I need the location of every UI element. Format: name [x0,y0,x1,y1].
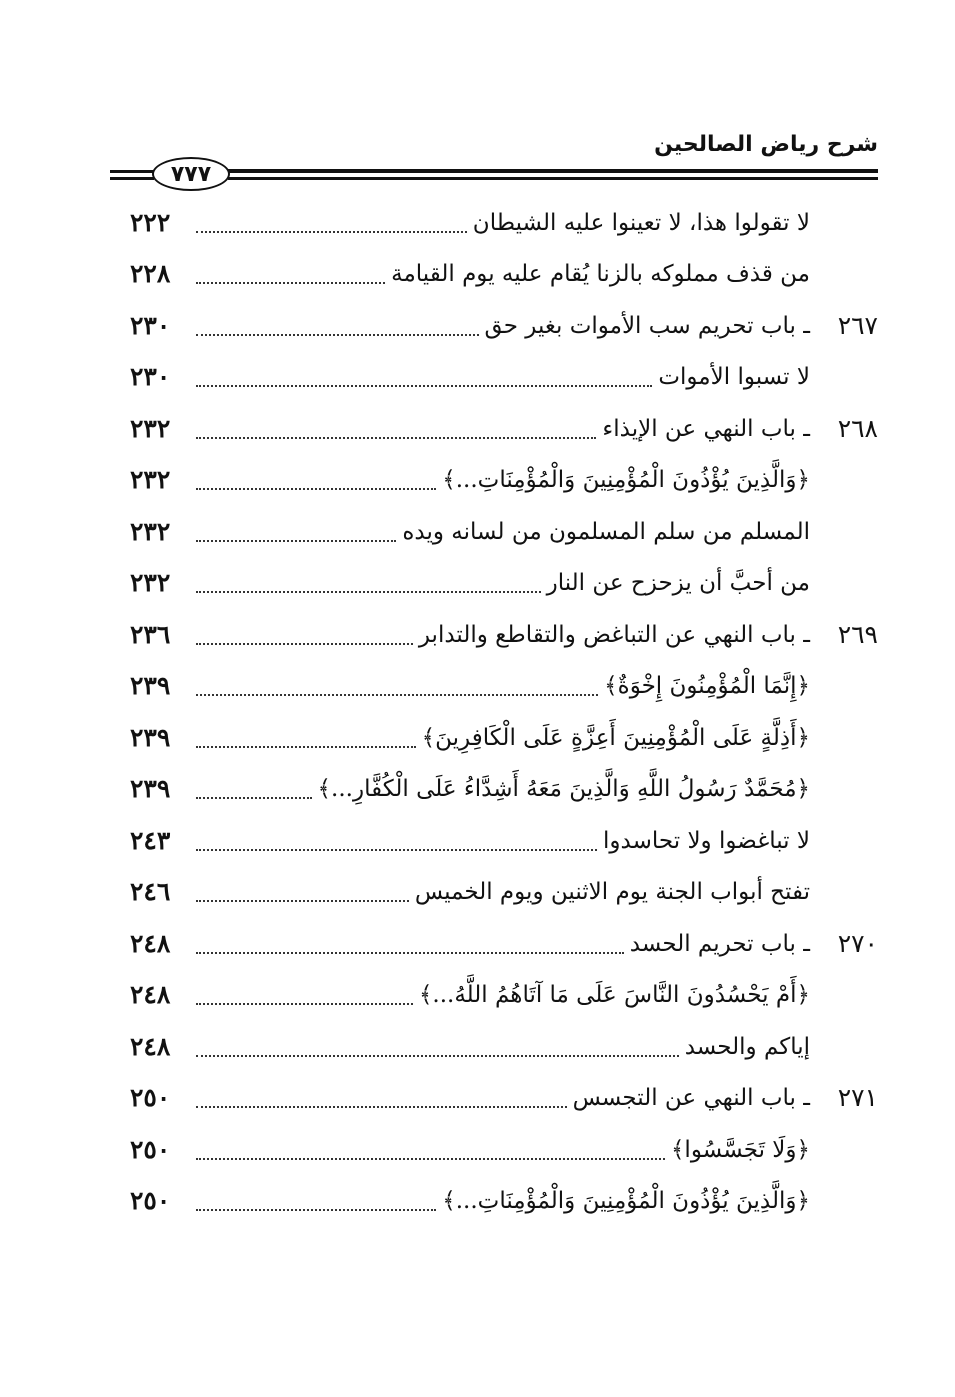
toc-row [130,1071,878,1123]
entry-title: ـ باب النهي عن التباغض والتقاطع والتدابر [418,621,810,648]
table-of-contents [130,195,878,1225]
entry-page: ٢٣٩ [130,671,171,700]
entry-title: من أحبَّ أن يزحزح عن النار [546,570,810,596]
entry-title: ﴿مُحَمَّدٌ رَسُولُ اللَّهِ وَالَّذِينَ مَعَهُ أَشِدَّاءُ عَلَى الْكُفَّارِ...﴾ [317,776,810,802]
toc-row [130,401,878,453]
toc-row [130,298,878,350]
header-rule-left-top [110,170,154,173]
dot-leader [196,591,541,593]
entry-page: ٢٥٠ [130,1186,171,1215]
dot-leader [196,231,467,233]
toc-row [130,710,878,762]
entry-title: لا تسبوا الأموات [658,364,810,390]
chapter-number [810,1219,878,1225]
dot-leader [196,1055,679,1057]
dot-leader [196,849,597,851]
page-header [110,132,878,187]
entry-title: ـ باب تحريم سب الأموات بغير حق [484,312,810,339]
chapter-number: ٢٧٠ [837,928,878,958]
toc-row [130,762,878,814]
entry-page: ٢٢٨ [130,259,171,288]
toc-row [130,556,878,608]
entry-title: ـ باب النهي عن الإيذاء [602,415,810,442]
dot-leader [196,385,652,387]
toc-row [130,247,878,299]
entry-title: تفتح أبواب الجنة يوم الاثنين ويوم الخميس [414,879,810,905]
entry-page: ٢٣٢ [130,568,171,597]
header-rule-thin [228,177,878,180]
dot-leader [196,282,385,284]
chapter-number: ٢٦٧ [837,310,878,340]
entry-title: ـ باب تحريم الحسد [629,930,810,957]
entry-page: ٢٥٠ [130,1134,171,1164]
entry-page: ٢٤٨ [130,928,171,958]
toc-row [130,1122,878,1174]
toc-row [130,1174,878,1226]
dot-leader [196,797,312,799]
dot-leader [196,1209,436,1211]
toc-row [130,195,878,247]
entry-page: ٢٤٨ [130,980,171,1009]
entry-page: ٢٥٠ [130,1083,171,1112]
toc-row [130,968,878,1020]
toc-row [130,607,878,659]
dot-leader [196,540,396,542]
toc-row [130,504,878,556]
header-rule-left-bottom [110,177,154,180]
dot-leader [196,334,479,336]
header-rule-thick [228,169,878,173]
entry-title: ﴿إِنَّمَا الْمُؤْمِنُونَ إِخْوَةٌ﴾ [604,673,810,699]
entry-title: ﴿أَمْ يَحْسُدُونَ النَّاسَ عَلَى مَا آتَاهُمُ اللَّهُ...﴾ [418,982,810,1008]
entry-page: ٢٤٣ [130,825,171,855]
entry-title: ﴿وَلَا تَجَسَّسُوا﴾ [670,1136,810,1163]
dot-leader [196,643,413,645]
dot-leader [196,746,416,748]
entry-title: ﴿وَالَّذِينَ يُؤْذُونَ الْمُؤْمِنِينَ وَالْمُؤْمِنَاتِ...﴾ [442,1188,810,1214]
entry-page: ٢٣٢ [130,516,171,546]
entry-page: ٢٣٩ [130,722,171,752]
dot-leader [196,1106,567,1108]
chapter-number: ٢٧١ [837,1083,878,1112]
entry-title: لا تباغضوا ولا تحاسدوا [603,827,810,854]
entry-title: ﴿أَذِلَّةٍ عَلَى الْمُؤْمِنِينَ أَعِزَّةٍ عَلَى الْكَافِرِينَ﴾ [421,724,810,751]
toc-row [130,1019,878,1071]
entry-page: ٢٣٢ [130,465,171,494]
toc-row [130,865,878,917]
book-title: شرح رياض الصالحين [654,132,878,157]
toc-row [130,916,878,968]
chapter-number: ٢٦٨ [837,413,878,443]
entry-page: ٢٤٨ [130,1031,171,1061]
toc-row [130,813,878,865]
entry-page: ٢٣٠ [130,362,171,391]
dot-leader [196,1003,413,1005]
dot-leader [196,694,598,696]
dot-leader [196,900,409,902]
toc-row [130,350,878,402]
dot-leader [196,488,436,490]
entry-page: ٢٤٦ [130,877,171,906]
entry-title: ﴿وَالَّذِينَ يُؤْذُونَ الْمُؤْمِنِينَ وَالْمُؤْمِنَاتِ...﴾ [442,467,810,493]
entry-title: المسلم من سلم المسلمون من لسانه ويده [402,518,810,545]
dot-leader [196,437,596,439]
toc-row [130,659,878,711]
entry-page: ٢٣٦ [130,619,171,649]
page-number: ٧٧٧ [152,157,230,191]
chapter-number: ٢٦٩ [837,619,878,649]
entry-title: من قذف مملوكه بالزنا يُقام عليه يوم القيامة [391,261,810,287]
dot-leader [196,1158,665,1160]
entry-title: إياكم والحسد [684,1033,810,1060]
entry-page: ٢٣٢ [130,413,171,443]
entry-page: ٢٢٢ [130,207,171,237]
entry-title: ـ باب النهي عن التجسس [572,1085,810,1111]
entry-title: لا تقولوا هذا، لا تعينوا عليه الشيطان [472,209,810,236]
dot-leader [196,952,624,954]
entry-page: ٢٣٠ [130,310,171,340]
toc-row [130,453,878,505]
entry-page: ٢٣٩ [130,774,171,803]
